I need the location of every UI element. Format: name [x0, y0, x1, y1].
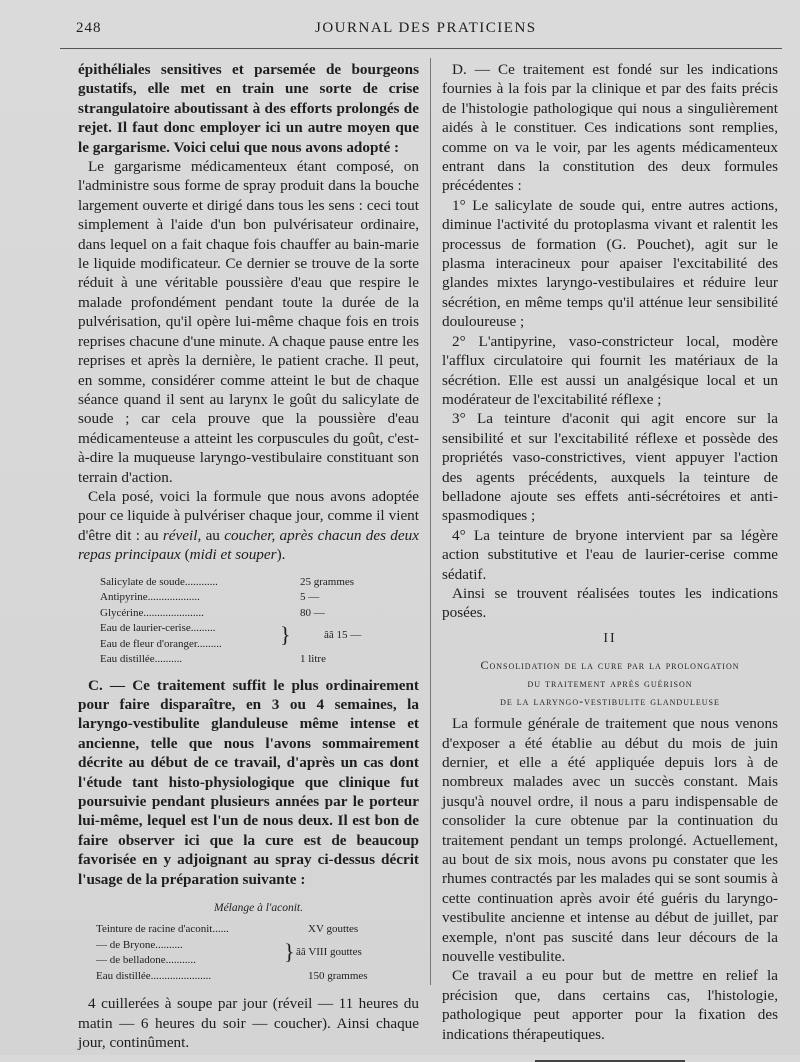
- italic-run: réveil: [162, 526, 198, 544]
- left-column: [78, 60, 419, 1053]
- ingredient-name: Eau distillée......................: [96, 969, 212, 982]
- ingredient-qty: ââ 15 —: [324, 629, 362, 642]
- paragraph: épithéliales sensitives et parsemée de bourgeons gustatifs, elle met en train une sorte de crise strangulatoire aboutissant à des efforts prolongés de rejet. Il faut donc employer ici un autre moyen que le gargarisme. Voici celui que nous avons adopté :: [78, 61, 419, 156]
- text-run: ).: [276, 546, 286, 564]
- ingredient-name: Eau de fleur d'oranger.........: [100, 637, 222, 650]
- brace-glyph: }: [284, 938, 295, 964]
- formula-row: [100, 590, 419, 606]
- right-column: [442, 60, 778, 1062]
- page-header: [70, 20, 778, 42]
- text-run: (: [180, 546, 190, 564]
- section-heading-line: du traitement après guérison: [527, 676, 693, 691]
- brace-glyph: }: [280, 622, 291, 648]
- header-rule: [60, 48, 782, 49]
- paragraph: 3° La teinture d'aconit qui agit encore sur la sensibilité et sur l'excitabilité réflexe et possède des propriétés vaso-constrictives, vient appuyer l'action des agents précédents, auxquels la teinture de belladone ajoute ses effets anti-sécrétoires et anti-spasmodiques ;: [442, 410, 778, 525]
- ingredient-name: Glycérine......................: [100, 606, 204, 619]
- formula-row: [100, 606, 419, 622]
- formula-row: [100, 652, 419, 668]
- formula-row: [100, 575, 419, 591]
- ingredient-name: Eau distillée..........: [100, 653, 183, 666]
- ingredient-qty: 1 litre: [300, 653, 326, 666]
- formula-row: [96, 969, 419, 985]
- paragraph: D. — Ce traitement est fondé sur les indications fournies à la fois par la clinique et par des faits précis de l'histologie pathologique qui nous a singulièrement aidés à le constituer. Ces indications sont remplies, comme on va le voir, par les agents médicamenteux entrant dans la constitution des deux formules précédentes :: [442, 61, 778, 195]
- journal-title: JOURNAL DES PRATICIENS: [315, 20, 537, 36]
- formula-title: Mélange à l'aconit.: [213, 902, 303, 915]
- italic-run: coucher, après chacun des deux repas principaux: [78, 526, 419, 564]
- section-heading-line: Consolidation de la cure par la prolongation: [480, 658, 740, 673]
- text-run: Cela posé, voici la formule que nous avons adoptée pour ce liquide à pulvériser chaque jour, comme il vient d'être dit : au: [78, 487, 419, 544]
- ingredient-qty: 25 grammes: [300, 575, 355, 588]
- paragraph: 4 cuillerées à soupe par jour (réveil — 11 heures du matin — 6 heures du soir — coucher). Ainsi chaque jour, continûment.: [78, 995, 419, 1052]
- text-run: , au: [197, 526, 225, 544]
- formula-row: [100, 637, 419, 653]
- ingredient-name: Antipyrine...................: [100, 591, 200, 604]
- italic-run: midi et souper: [189, 546, 277, 564]
- ingredient-qty: 150 grammes: [308, 969, 368, 982]
- formula-spray: [100, 575, 419, 668]
- page-number: 248: [76, 20, 102, 36]
- ingredient-qty: 80 —: [300, 606, 325, 619]
- ingredient-name: — de Bryone..........: [96, 938, 183, 951]
- section-heading-line: de la laryngo-vestibulite glanduleuse: [500, 694, 720, 709]
- section-number: II: [603, 630, 617, 646]
- paragraph: Ainsi se trouvent réalisées toutes les indications posées.: [442, 584, 778, 622]
- paragraph: La formule générale de traitement que nous venons d'exposer a été établie au début du mois de juin dernier, et elle a été appliquée depuis lors à de nombreux malades avec un succès constant. Mais jusqu'à nouvel ordre, il nous a paru indispensable de consolider la cure obtenue par la continuation du traitement pendant un temps prolongé. Actuellement, au bout de six mois, nous avons pu constater que les rhumes contractés par les malades qui se sont soumis à cette continuation après avoir été guéris du laryngo-vestibulite ancienne et intense au début de juillet, par exemple, n'ont pas suscité dans leur décours de la nouvelle vestibulite.: [442, 715, 778, 966]
- ingredient-name: Salicylate de soude............: [100, 575, 218, 588]
- formula-aconit: [96, 922, 419, 984]
- paragraph: 2° L'antipyrine, vaso-constricteur local, modère l'afflux circulatoire qui fournit les matériaux de la sécrétion. Elle est aussi un analgésique local et un modérateur de l'excitabilité réflexe ;: [442, 332, 778, 408]
- ingredient-name: Teinture de racine d'aconit......: [96, 923, 229, 936]
- paragraph: 4° La teinture de bryone intervient par sa légère action substitutive et l'eau de laurier-cerise comme sédatif.: [442, 526, 778, 583]
- paragraph: [78, 487, 419, 565]
- ingredient-qty: XV gouttes: [308, 923, 359, 936]
- ingredient-qty: ââ VIII gouttes: [296, 945, 362, 958]
- paragraph: 1° Le salicylate de soude qui, entre autres actions, diminue l'activité du protoplasma vivant et ralentit les processus de formation (G. Pouchet), agit sur le plasma interacineux pour apaiser l'excitabilité des glandes mixtes laryngo-vestibulaires et réduire leur sécrétion, en même temps qu'il atténue leur sensibilité douloureuse ;: [442, 196, 778, 331]
- section-heading: [442, 656, 778, 710]
- ingredient-name: — de belladone...........: [96, 954, 196, 967]
- ingredient-qty: 5 —: [300, 591, 320, 604]
- paragraph: Le gargarisme médicamenteux étant composé, on l'administre sous forme de spray produit dans la bouche largement ouverte et dirigé dans tous les sens : ceci tout simplement à l'aide d'un bon pulvérisateur ordinaire, dans lequel on a fait chaque fois chauffer au bain-marie le liquide modificateur. Ce dernier se trouve de la sorte réduit à une véritable poussière d'eau que respire le malade profondément pendant toute la durée de la pulvérisation, qu'il opère lui-même chaque fois en trois reprises chacune d'une minute. A chaque pause entre les reprises et après la dernière, le patient crache. Il peut, en somme, considérer comme atteint le but de chaque séance quand il sent au larynx le goût du salicylate de soude ; car cela prouve que la poussière d'eau médicamenteuse a atteint les corpuscules du goût, c'est-à-dire la muqueuse laryngo-vestibulaire constituant son terrain d'action.: [78, 158, 419, 486]
- formula-row: [96, 953, 419, 969]
- paragraph: Ce travail a eu pour but de mettre en relief la précision que, dans certains cas, l'histologie, pathologique peut apporter pour la fixation des indications thérapeutiques.: [442, 967, 778, 1043]
- column-divider: [430, 58, 431, 985]
- formula-row: [96, 922, 419, 938]
- paragraph: C. — Ce traitement suffit le plus ordinairement pour faire disparaître, en 3 ou 4 semaines, la laryngo-vestibulite glanduleuse même intense et ancienne, telle que nous l'avons sommairement décrite au début de ce travail, d'après un cas dont l'étude tant histo-physiologique que clinique fut poursuivie pendant plusieurs années par le porteur lui-même, lequel est l'un de nous deux. Il est bon de faire observer ici que la cure est de beaucoup favorisée en y adjoignant au spray ci-dessus décrit l'usage de la préparation suivante :: [78, 676, 419, 888]
- ingredient-name: Eau de laurier-cerise.........: [100, 622, 216, 635]
